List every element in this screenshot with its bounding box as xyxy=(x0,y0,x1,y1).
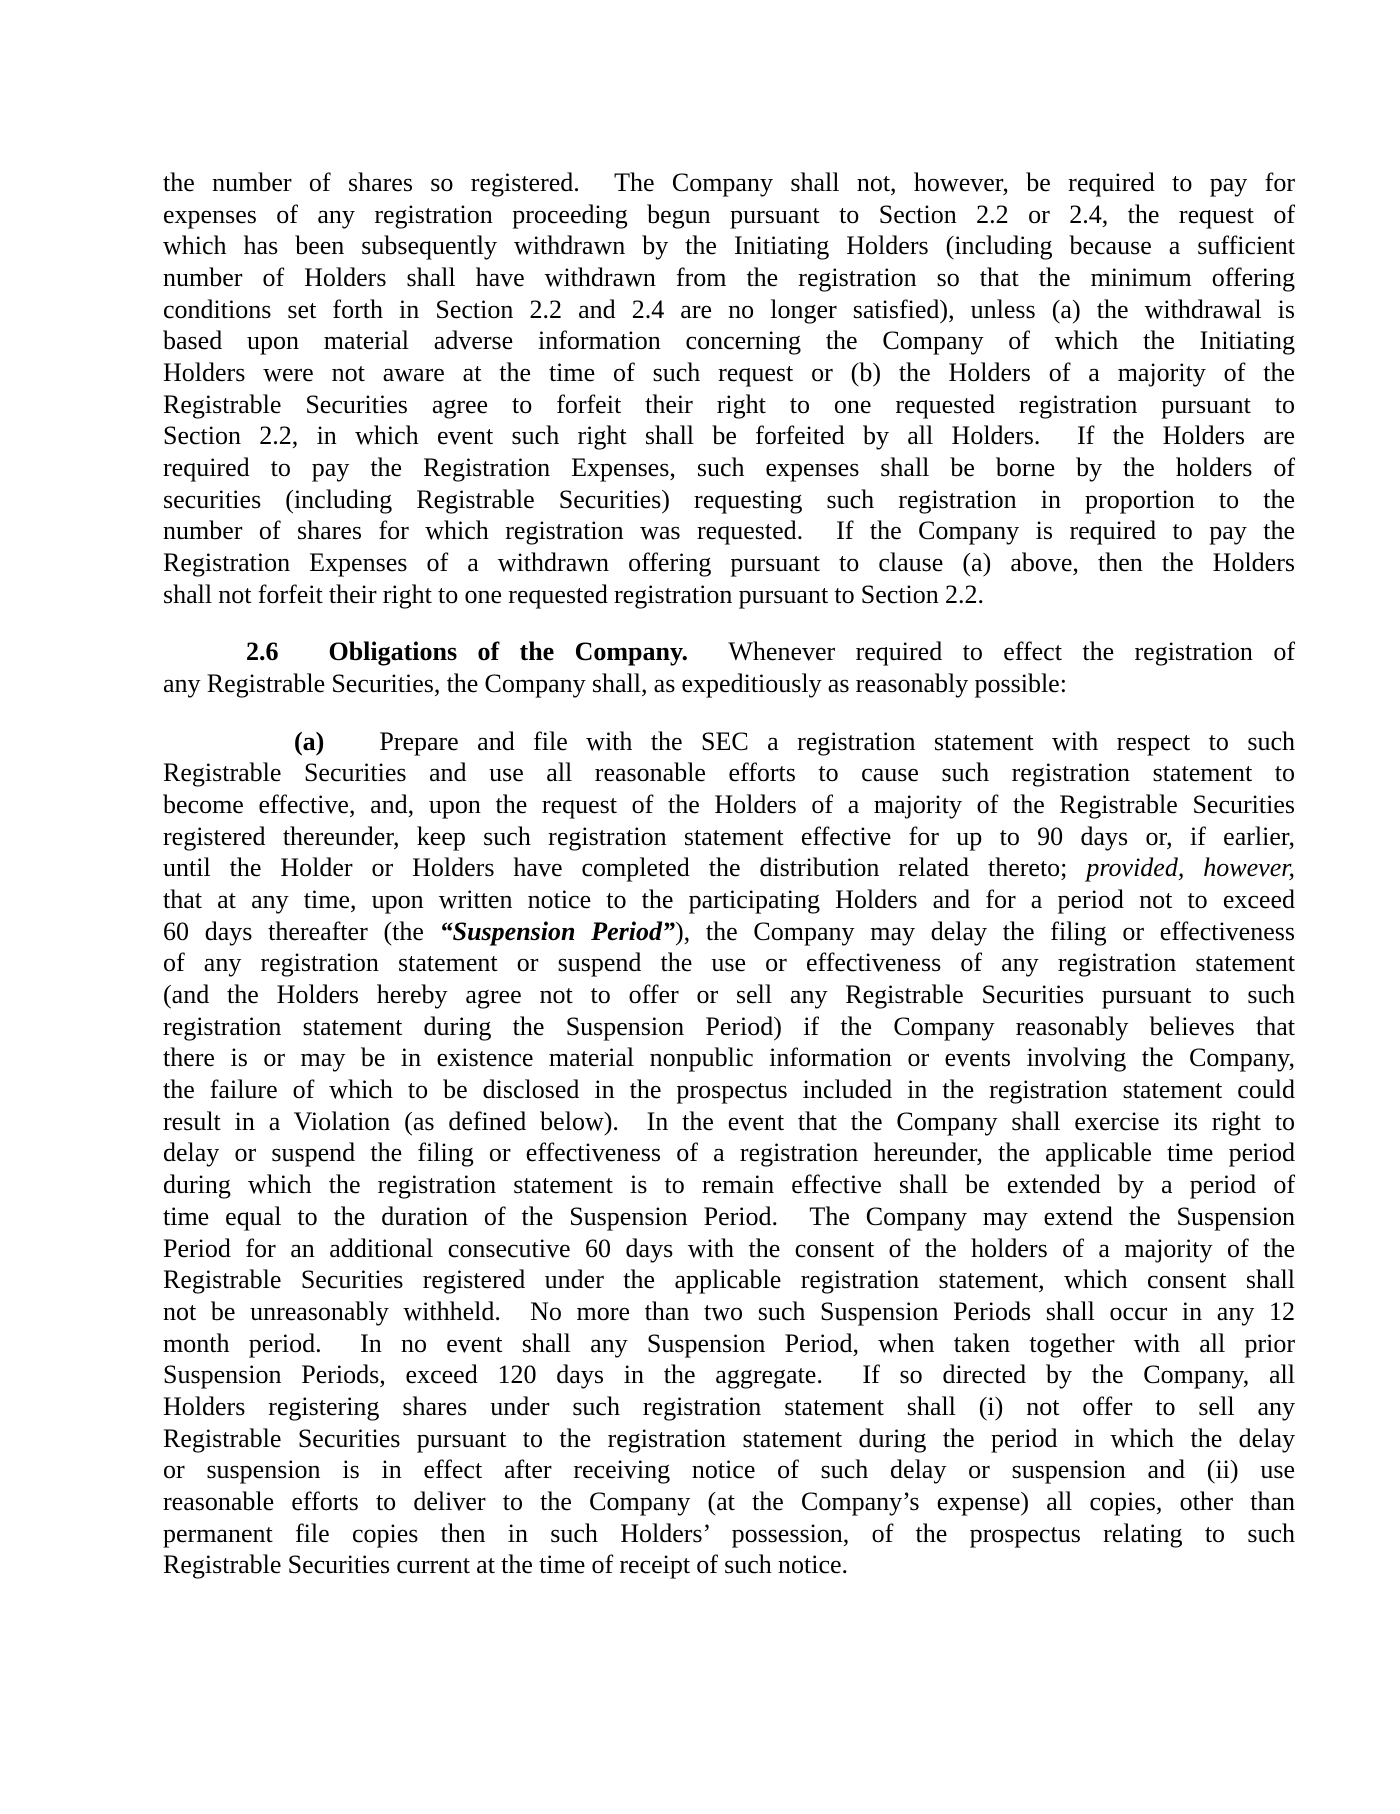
text-line xyxy=(163,757,1295,789)
text-run: which has been subsequently withdrawn by the Initiating Holders (including because a sufficient xyxy=(163,231,1295,261)
text-run: become effective, and, upon the request of the Holders of a majority of the Registrable Securities xyxy=(163,790,1295,820)
text-run: number of Holders shall have withdrawn from the registration so that the minimum offering xyxy=(163,263,1295,293)
text-run: Suspension Periods, exceed 120 days in the aggregate. If so directed by the Company, all xyxy=(163,1360,1295,1390)
text-run: Period for an additional consecutive 60 days with the consent of the holders of a majority of the xyxy=(163,1233,1295,1263)
section-2-6-obligations-heading xyxy=(163,636,1295,699)
text-line xyxy=(163,357,1295,389)
text-run: 60 days thereafter (the xyxy=(163,916,440,946)
text-run: not be unreasonably withheld. No more than two such Suspension Periods shall occur in any 12 xyxy=(163,1296,1295,1326)
text-run: there is or may be in existence material nonpublic information or events involving the Company, xyxy=(163,1043,1295,1073)
text-run: the number of shares so registered. The Company shall not, however, be required to pay for xyxy=(163,168,1295,197)
text-run: provided, however, xyxy=(1086,853,1295,883)
text-run: Obligations of the Company. xyxy=(328,637,689,667)
text-run: Registrable Securities agree to forfeit their right to one requested registration pursuant to xyxy=(163,389,1295,419)
text-line xyxy=(163,579,1295,611)
text-run: registered thereunder, keep such registration statement effective for up to 90 days or, if earlier, xyxy=(163,821,1295,851)
text-line xyxy=(163,852,1295,884)
text-line xyxy=(163,1264,1295,1296)
text-run: Whenever required to effect the registration of xyxy=(688,637,1295,667)
text-run: “Suspension Period” xyxy=(439,916,675,946)
text-run: based upon material adverse information concerning the Company of which the Initiating xyxy=(163,326,1295,356)
text-line xyxy=(163,389,1295,421)
tab-spacer xyxy=(324,749,379,750)
text-run: of any registration statement or suspend the use or effectiveness of any registration statement xyxy=(163,948,1295,978)
text-run: conditions set forth in Section 2.2 and 2.4 are no longer satisfied), unless (a) the withdrawal is xyxy=(163,294,1295,324)
text-run: that at any time, upon written notice to the participating Holders and for a period not to exceed xyxy=(163,885,1295,915)
text-line xyxy=(163,262,1295,294)
text-run: the failure of which to be disclosed in the prospectus included in the registration statement could xyxy=(163,1075,1295,1105)
text-line xyxy=(163,726,1295,758)
text-run: time equal to the duration of the Suspension Period. The Company may extend the Suspension xyxy=(163,1201,1295,1231)
text-line xyxy=(163,1486,1295,1518)
text-line xyxy=(163,636,1295,668)
text-line xyxy=(163,1423,1295,1455)
text-run: 2.6 xyxy=(246,637,279,667)
text-run: Section 2.2, in which event such right shall be forfeited by all Holders. If the Holders are xyxy=(163,421,1295,451)
text-line xyxy=(163,1011,1295,1043)
text-run: delay or suspend the filing or effectiveness of a registration hereunder, the applicable time period xyxy=(163,1138,1295,1168)
text-line xyxy=(163,979,1295,1011)
text-line xyxy=(163,199,1295,231)
text-run: required to pay the Registration Expenses, such expenses shall be borne by the holders of xyxy=(163,453,1295,483)
text-line xyxy=(163,1106,1295,1138)
text-line xyxy=(163,821,1295,853)
text-line xyxy=(163,547,1295,579)
text-run: until the Holder or Holders have completed the distribution related thereto; xyxy=(163,853,1087,883)
text-line xyxy=(163,1359,1295,1391)
text-run: result in a Violation (as defined below). In the event that the Company shall exercise its right to xyxy=(163,1106,1295,1136)
text-line xyxy=(163,1169,1295,1201)
tab-spacer xyxy=(279,659,329,660)
text-line xyxy=(163,1549,1295,1581)
text-run: registration statement during the Suspension Period) if the Company reasonably believes that xyxy=(163,1011,1295,1041)
text-line xyxy=(163,884,1295,916)
text-run: Registrable Securities pursuant to the registration statement during the period in which the delay xyxy=(163,1423,1295,1453)
text-line xyxy=(163,916,1295,948)
text-run: expenses of any registration proceeding begun pursuant to Section 2.2 or 2.4, the request of xyxy=(163,199,1295,229)
text-run: number of shares for which registration was requested. If the Company is required to pay the xyxy=(163,516,1295,546)
text-run: Registrable Securities current at the time of receipt of such notice. xyxy=(163,1550,849,1580)
text-run: (a) xyxy=(294,726,325,756)
text-run: any Registrable Securities, the Company shall, as expeditiously as reasonably possible: xyxy=(163,669,1067,699)
text-run: securities (including Registrable Securities) requesting such registration in proportion to the xyxy=(163,484,1295,514)
text-run: Holders were not aware at the time of such request or (b) the Holders of a majority of the xyxy=(163,358,1295,388)
text-run: during which the registration statement is to remain effective shall be extended by a period of xyxy=(163,1170,1295,1200)
text-line xyxy=(163,947,1295,979)
text-line xyxy=(163,789,1295,821)
text-line xyxy=(163,515,1295,547)
text-line xyxy=(163,167,1295,199)
text-run: or suspension is in effect after receiving notice of such delay or suspension and (ii) use xyxy=(163,1455,1295,1485)
text-run: Prepare and file with the SEC a registration statement with respect to such xyxy=(379,726,1295,756)
text-line xyxy=(163,452,1295,484)
text-run: Registration Expenses of a withdrawn offering pursuant to clause (a) above, then the Holders xyxy=(163,548,1295,578)
text-line xyxy=(163,1137,1295,1169)
text-line xyxy=(163,1042,1295,1074)
text-run: Registrable Securities and use all reasonable efforts to cause such registration statement to xyxy=(163,758,1295,788)
text-run: Registrable Securities registered under the applicable registration statement, which consent shall xyxy=(163,1265,1295,1295)
text-line xyxy=(163,1201,1295,1233)
text-line xyxy=(163,1454,1295,1486)
text-line xyxy=(163,484,1295,516)
text-line xyxy=(163,1233,1295,1265)
text-run: reasonable efforts to deliver to the Company (at the Company’s expense) all copies, other than xyxy=(163,1486,1295,1516)
text-line xyxy=(163,325,1295,357)
text-line xyxy=(163,294,1295,326)
document-body xyxy=(163,167,1295,1581)
text-run: (and the Holders hereby agree not to offer or sell any Registrable Securities pursuant to such xyxy=(163,980,1295,1010)
subsection-a-prepare-and-file xyxy=(163,726,1295,1581)
text-line xyxy=(163,420,1295,452)
text-line xyxy=(163,1296,1295,1328)
text-line xyxy=(163,1518,1295,1550)
text-line xyxy=(163,230,1295,262)
text-line xyxy=(163,1391,1295,1423)
text-run: permanent file copies then in such Holders’ possession, of the prospectus relating to such xyxy=(163,1518,1295,1548)
text-run: month period. In no event shall any Suspension Period, when taken together with all prior xyxy=(163,1328,1295,1358)
text-line xyxy=(163,1074,1295,1106)
text-run: ), the Company may delay the filing or effectiveness xyxy=(675,916,1296,946)
text-run: Holders registering shares under such registration statement shall (i) not offer to sell any xyxy=(163,1391,1295,1421)
paragraph-registration-expenses xyxy=(163,167,1295,610)
text-run: shall not forfeit their right to one requested registration pursuant to Section 2.2. xyxy=(163,579,984,609)
text-line xyxy=(163,668,1295,700)
text-line xyxy=(163,1328,1295,1360)
